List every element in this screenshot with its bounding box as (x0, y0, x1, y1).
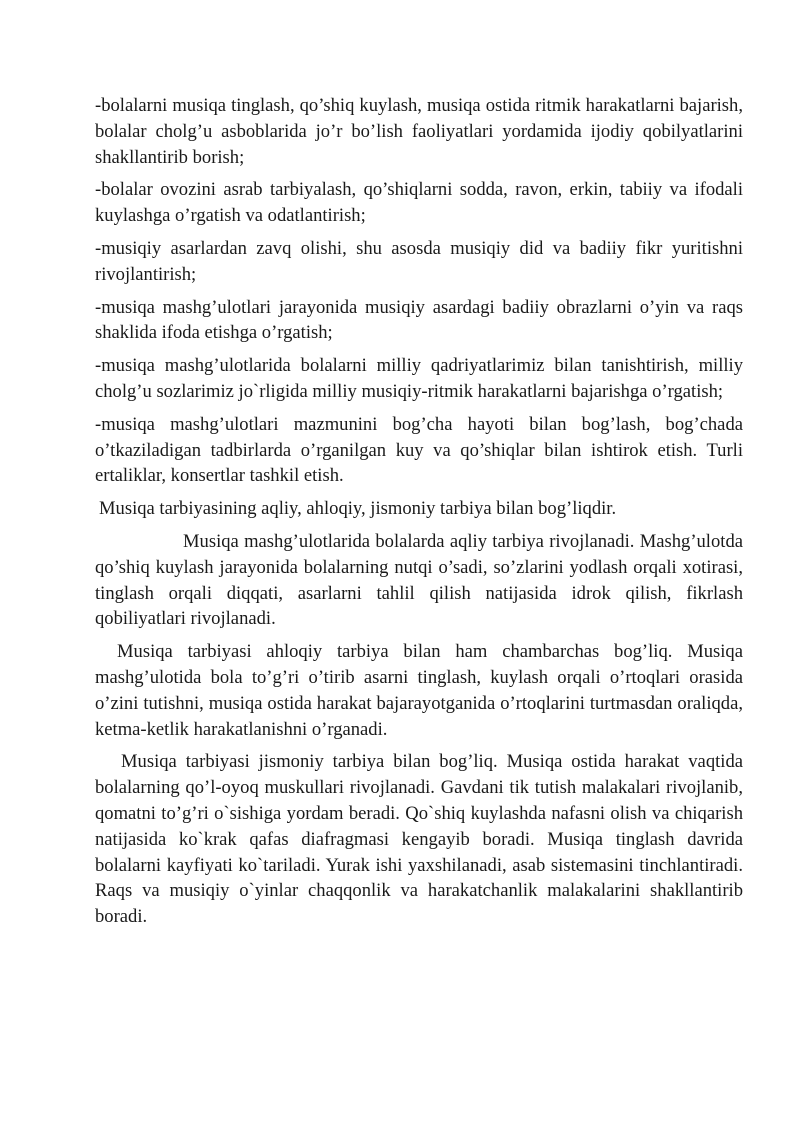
statement-line: Musiqa tarbiyasining aqliy, ahloqiy, jismoniy tarbiya bilan bog’liqdir. (99, 498, 617, 520)
bullet-paragraph: -musiqa mashg’ulotlari mazmunini bog’cha hayoti bilan bog’lash, bog’chada o’tkaziladigan tadbirlarda o’rganilgan kuy va qo’shiqlar bilan ishtirok etish. Turli ertaliklar, konsertlar tashkil etish. (95, 413, 743, 487)
moral-education-paragraph: Musiqa tarbiyasi ahloqiy tarbiya bilan ham chambarchas bog’liq. Musiqa mashg’ulotida bola to’g’ri o’tirib asarni tinglash, kuylash orqali o’rtoqlari orasida o’zini tutishni, musiqa ostida harakat bajarayotganida o’rtoqlarini turtmasdan oraliqda, ketma-ketlik harakatlanishni o’rganadi. (95, 641, 743, 740)
document-page (95, 93, 743, 937)
bullet-paragraph: -musiqa mashg’ulotlarida bolalarni milliy qadriyatlarimiz bilan tanishtirish, milliy cholg’u sozlarimiz jo`rligida milliy musiqiy-ritmik harakatlarni bajarishga o’rgatish; (95, 355, 743, 402)
bullet-paragraph: -bolalarni musiqa tinglash, qo’shiq kuylash, musiqa ostida ritmik harakatlarni bajarish, bolalar cholg’u asboblarida jo’r bo’lish faoliyatlari yordamida ijodiy qobilyatlarini shakllantirib borish; (95, 95, 743, 168)
bullet-paragraph: -musiqiy asarlardan zavq olishi, shu asosda musiqiy did va badiiy fikr yuritishni rivojlantirish; (95, 237, 743, 285)
bullet-paragraph: -bolalar ovozini asrab tarbiyalash, qo’shiqlarni sodda, ravon, erkin, tabiiy va ifodali kuylashga o’rgatish va odatlantirish; (95, 179, 743, 227)
bullet-paragraph: -musiqa mashg’ulotlari jarayonida musiqiy asardagi badiiy obrazlarni o’yin va raqs shaklida ifoda etishga o’rgatish; (95, 296, 743, 344)
mental-education-paragraph: Musiqa mashg’ulotlarida bolalarda aqliy tarbiya rivojlanadi. Mashg’ulotda qo’shiq kuylash jarayonida bolalarning nutqi o’sadi, so’zlarini yodlash orqali xotirasi, tinglash orqali diqqati, asarlarni tahlil qilish natijasida idrok qilish, fikrlash qobiliyatlari rivojlanadi. (95, 530, 743, 630)
physical-education-paragraph: Musiqa tarbiyasi jismoniy tarbiya bilan bog’liq. Musiqa ostida harakat vaqtida bolalarning qo’l-oyoq muskullari rivojlanadi. Gavdani tik tutish malakalari rivojlanib, qomatni to’g’ri o`sishiga yordam beradi. Qo`shiq kuylashda nafasni olish va chiqarish natijasida ko`krak qafas diafragmasi kengayib boradi. Musiqa tinglash davrida bolalarni kayfiyati ko`tariladi. Yurak ishi yaxshilanadi, asab sistemasini tinchlantiradi. Raqs va musiqiy o`yinlar chaqqonlik va harakatchanlik malakalarini shakllantirib boradi. (95, 751, 743, 928)
